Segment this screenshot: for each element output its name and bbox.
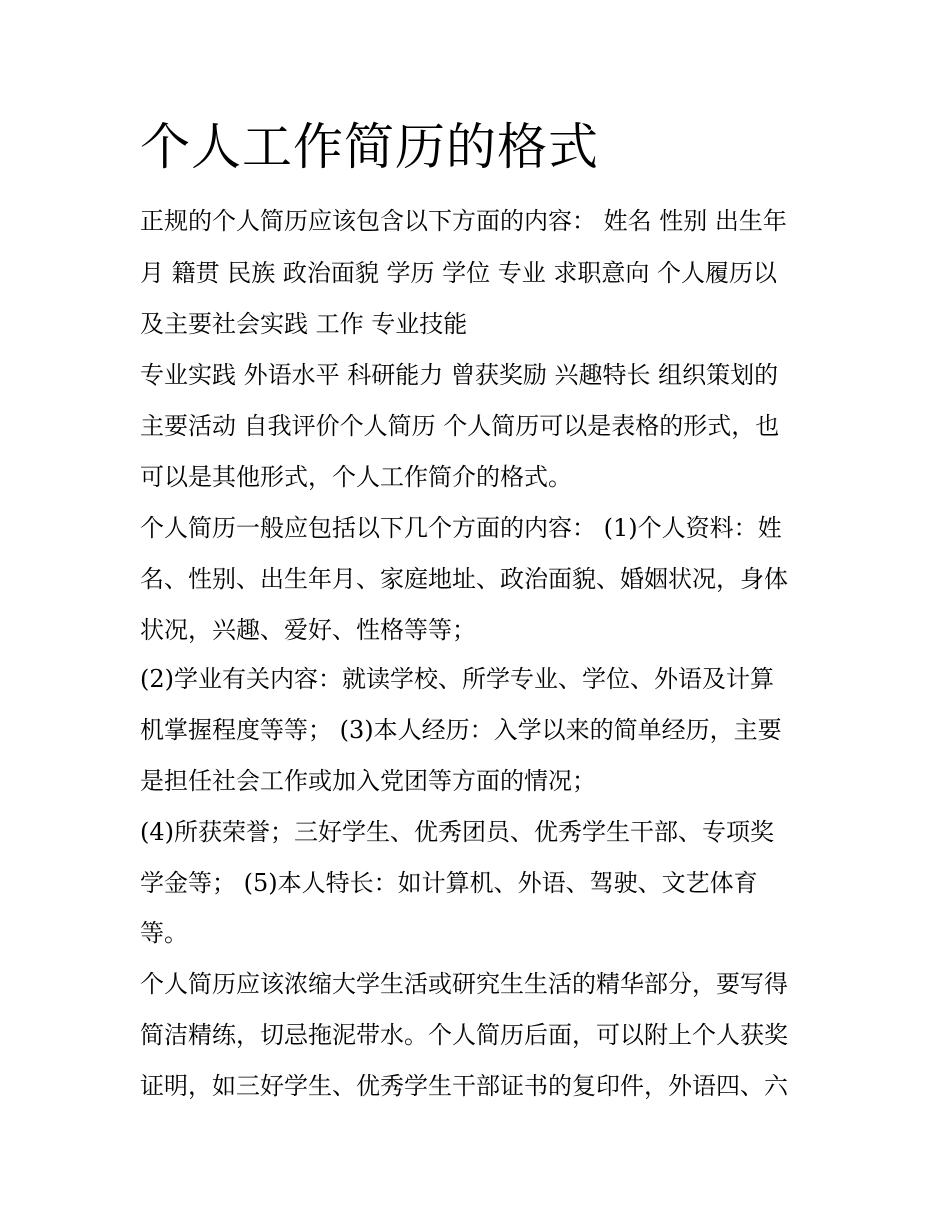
body-line-6: 可以是其他形式，个人工作简介的格式。 <box>140 463 572 491</box>
body-line-12: 是担任社会工作或加入党团等方面的情况； <box>140 767 596 795</box>
body-line-7: 个人简历一般应包括以下几个方面的内容： (1)个人资料：姓 <box>140 514 782 542</box>
body-line-13: (4)所获荣誉；三好学生、优秀团员、优秀学生干部、专项奖 <box>140 818 774 846</box>
body-line-10: (2)学业有关内容：就读学校、所学专业、学位、外语及计算 <box>140 665 774 693</box>
body-line-15: 等。 <box>140 919 188 947</box>
body-line-4: 专业实践 外语水平 科研能力 曾获奖励 兴趣特长 组织策划的 <box>140 361 779 389</box>
body-line-17: 简洁精练，切忌拖泥带水。个人简历后面，可以附上个人获奖 <box>140 1021 788 1049</box>
body-line-9: 状况，兴趣、爱好、性格等等； <box>140 616 476 644</box>
body-line-18: 证明，如三好学生、优秀学生干部证书的复印件，外语四、六 <box>140 1072 788 1100</box>
body-line-2: 月 籍贯 民族 政治面貌 学历 学位 专业 求职意向 个人履历以 <box>140 259 778 287</box>
body-line-11: 机掌握程度等等； (3)本人经历：入学以来的简单经历，主要 <box>140 716 782 744</box>
body-line-3: 及主要社会实践 工作 专业技能 <box>140 310 468 338</box>
body-line-16: 个人简历应该浓缩大学生活或研究生生活的精华部分，要写得 <box>140 970 788 998</box>
body-line-14: 学金等； (5)本人特长：如计算机、外语、驾驶、文艺体育 <box>140 869 758 897</box>
body-line-8: 名、性别、出生年月、家庭地址、政治面貌、婚姻状况，身体 <box>140 565 788 593</box>
body-line-1: 正规的个人简历应该包含以下方面的内容： 姓名 性别 出生年 <box>140 207 787 235</box>
document-title: 个人工作简历的格式 <box>140 118 599 176</box>
body-line-5: 主要活动 自我评价个人简历 个人简历可以是表格的形式，也 <box>140 412 780 440</box>
